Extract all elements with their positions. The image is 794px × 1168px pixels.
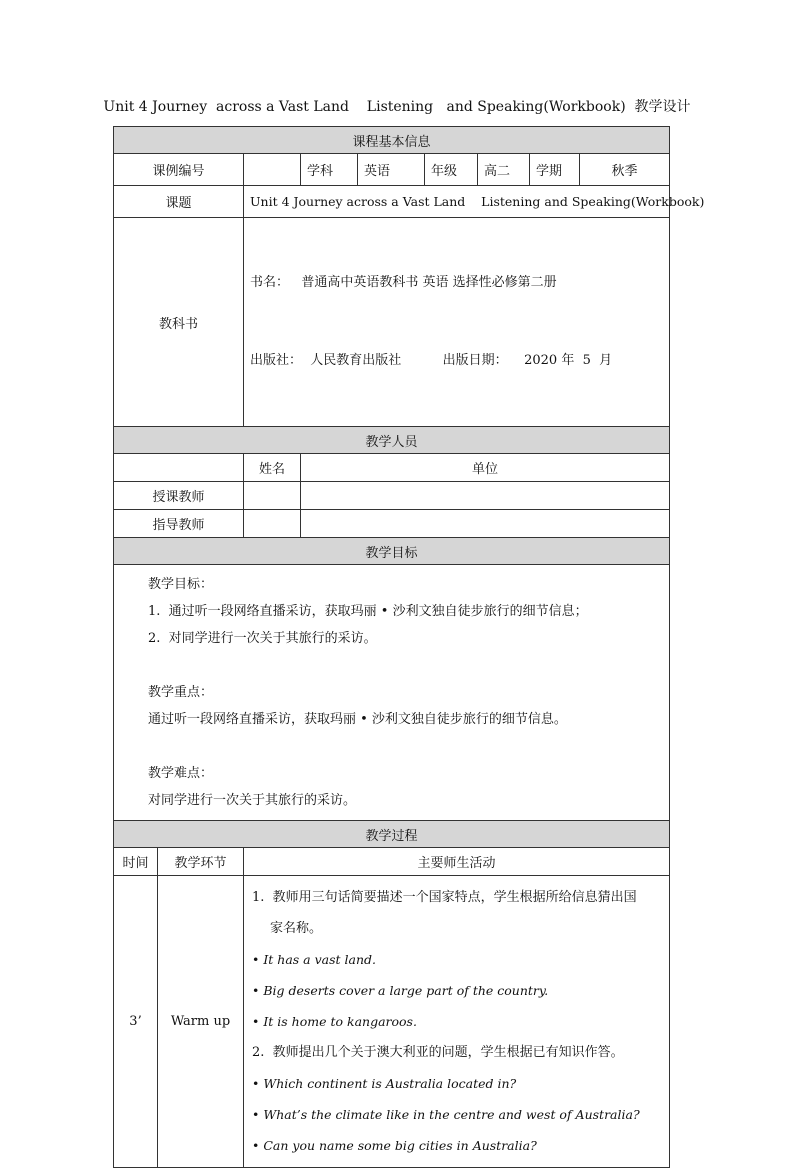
goals-content [114, 565, 670, 821]
unit-column: 单位 [301, 454, 670, 482]
section-basic-info: 课程基本信息 [114, 127, 670, 154]
mentor-label: 指导教师 [114, 510, 244, 538]
subject-label: 学科 [301, 154, 358, 186]
grade-value: 高二 [478, 154, 530, 186]
question-3: • Can you name some big cities in Australia? [252, 1138, 537, 1153]
topic-label: 课题 [114, 186, 244, 218]
question-1: • Which continent is Australia located in? [252, 1076, 517, 1091]
time-column: 时间 [114, 848, 158, 876]
objectives-title: 教学目标： [148, 577, 214, 592]
step-column: 教学环节 [158, 848, 244, 876]
publisher-line: 出版社： 人民教育出版社 出版日期： 2020 年 5 月 [250, 353, 613, 368]
staff-blank-cell [114, 454, 244, 482]
activity-2: 2. 教师提出几个关于澳大利亚的问题，学生根据已有知识作答。 [252, 1045, 624, 1060]
row-step: Warm up [158, 876, 244, 1168]
page-title: Unit 4 Journey across a Vast Land Listening and Speaking(Workbook) 教学设计 [103, 99, 691, 115]
subject-value: 英语 [358, 154, 425, 186]
bullet-1: • It has a vast land. [252, 952, 376, 967]
process-row [114, 876, 670, 1168]
row-time: 3’ [114, 876, 158, 1168]
section-process: 教学过程 [114, 821, 670, 848]
grade-label: 年级 [425, 154, 478, 186]
mentor-unit [301, 510, 670, 538]
activity-1: 1. 教师用三句话简要描述一个国家特点，学生根据所给信息猜出国 [252, 890, 637, 905]
name-column: 姓名 [244, 454, 301, 482]
section-staff: 教学人员 [114, 427, 670, 454]
key-points-title: 教学重点： [148, 685, 214, 700]
row-activities [244, 876, 670, 1168]
objective-2: 2. 对同学进行一次关于其旅行的采访。 [148, 631, 377, 646]
term-label: 学期 [530, 154, 580, 186]
bullet-2: • Big deserts cover a large part of the country. [252, 983, 549, 998]
topic-value: Unit 4 Journey across a Vast Land Listening and Speaking(Workbook) [244, 186, 670, 218]
textbook-info [244, 218, 670, 427]
textbook-label: 教科书 [114, 218, 244, 427]
teacher-name [244, 482, 301, 510]
code-label: 课例编号 [114, 154, 244, 186]
book-line: 书名： 普通高中英语教科书 英语 选择性必修第二册 [250, 275, 557, 290]
code-value [244, 154, 301, 186]
objective-1: 1. 通过听一段网络直播采访，获取玛丽 • 沙利文独自徒步旅行的细节信息； [148, 604, 588, 619]
activity-1-cont: 家名称。 [270, 921, 323, 936]
difficulties-title: 教学难点： [148, 766, 214, 781]
question-2: • What’s the climate like in the centre and west of Australia? [252, 1107, 640, 1122]
teacher-unit [301, 482, 670, 510]
bullet-3: • It is home to kangaroos. [252, 1014, 417, 1029]
lesson-plan-table [113, 126, 705, 1168]
section-goals: 教学目标 [114, 538, 670, 565]
teacher-label: 授课教师 [114, 482, 244, 510]
key-point-1: 通过听一段网络直播采访，获取玛丽 • 沙利文独自徒步旅行的细节信息。 [148, 712, 567, 727]
mentor-name [244, 510, 301, 538]
difficulty-1: 对同学进行一次关于其旅行的采访。 [148, 793, 357, 808]
term-value: 秋季 [580, 154, 670, 186]
activity-column: 主要师生活动 [244, 848, 670, 876]
